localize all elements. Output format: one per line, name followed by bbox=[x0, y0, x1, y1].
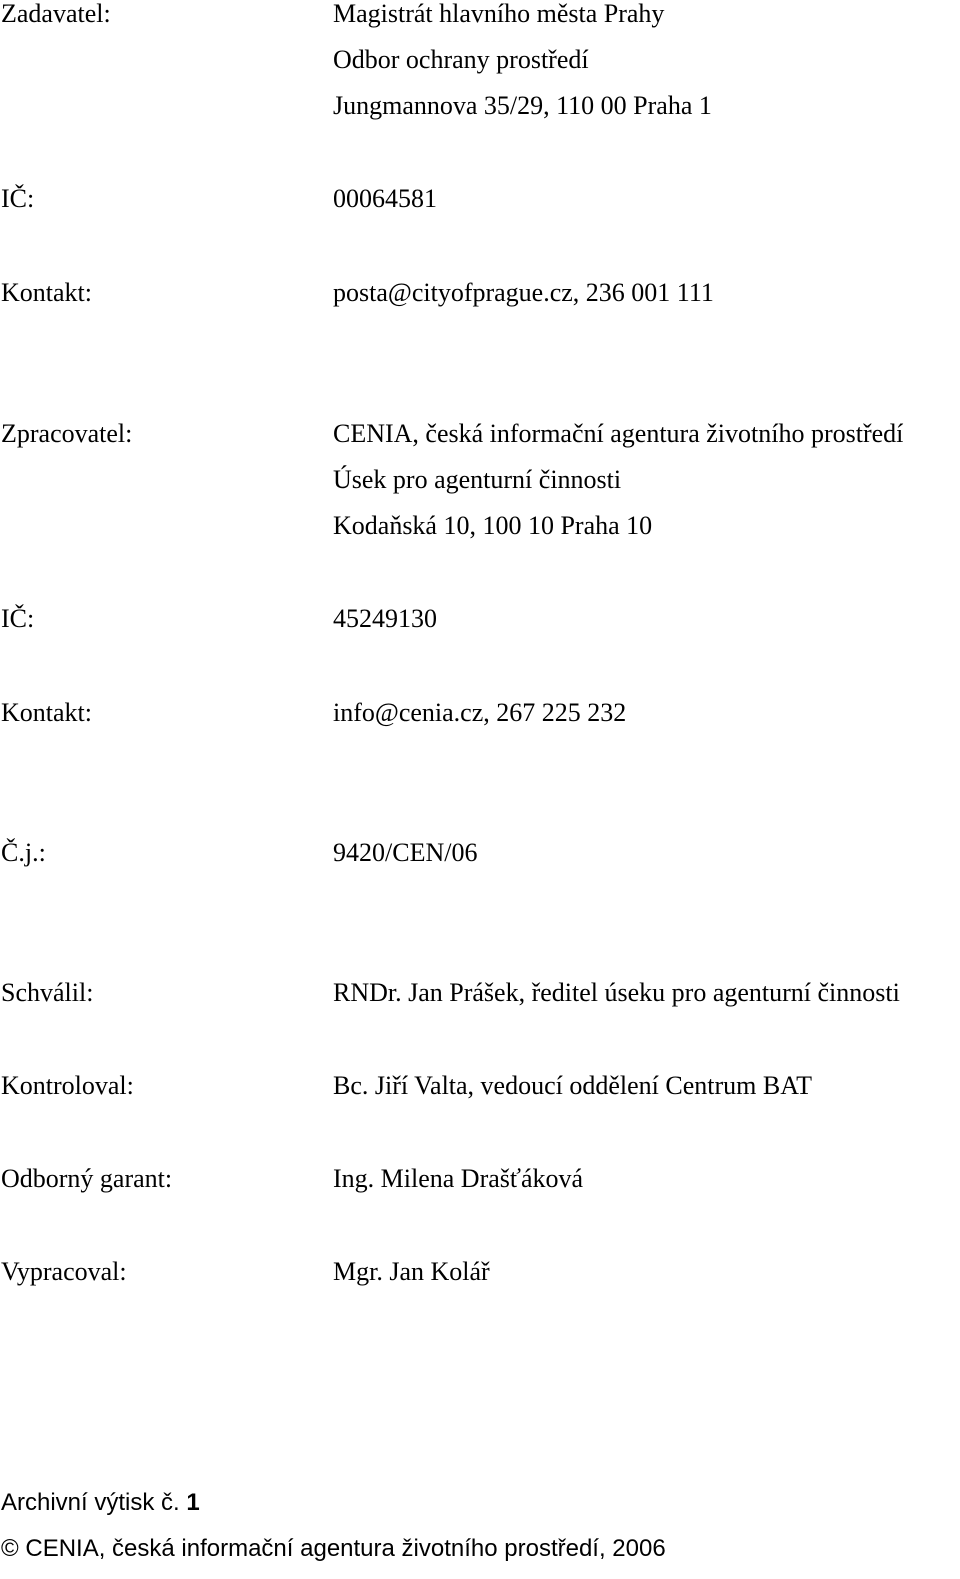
archive-copy bbox=[1, 1491, 200, 1515]
kontroloval-label: Kontroloval: bbox=[1, 1071, 134, 1100]
zadavatel-kontakt-value: posta@cityofprague.cz, 236 001 111 bbox=[333, 278, 714, 307]
schvalil-value: RNDr. Jan Prášek, ředitel úseku pro agenturní činnosti bbox=[333, 978, 900, 1007]
zpracovatel-label: Zpracovatel: bbox=[1, 419, 133, 448]
archive-text: Archivní výtisk č. bbox=[1, 1489, 180, 1516]
odborny-garant-value: Ing. Milena Drašťáková bbox=[333, 1164, 584, 1193]
copyright-line bbox=[1, 1537, 666, 1561]
cj-label: Č.j.: bbox=[1, 838, 46, 867]
zpracovatel-department: Úsek pro agenturní činnosti bbox=[333, 465, 622, 494]
zadavatel-kontakt-label: Kontakt: bbox=[1, 278, 92, 307]
zadavatel-ic-value: 00064581 bbox=[333, 184, 437, 213]
zpracovatel-kontakt-label: Kontakt: bbox=[1, 698, 92, 727]
zadavatel-address: Jungmannova 35/29, 110 00 Praha 1 bbox=[333, 91, 712, 120]
vypracoval-label: Vypracoval: bbox=[1, 1257, 127, 1286]
copyright-text: CENIA, česká informační agentura životního prostředí, 2006 bbox=[25, 1535, 666, 1562]
zpracovatel-ic-label: IČ: bbox=[1, 604, 35, 633]
schvalil-label: Schválil: bbox=[1, 978, 94, 1007]
cj-value: 9420/CEN/06 bbox=[333, 838, 478, 867]
zadavatel-label: Zadavatel: bbox=[1, 0, 111, 28]
zadavatel-ic-label: IČ: bbox=[1, 184, 35, 213]
zadavatel-name: Magistrát hlavního města Prahy bbox=[333, 0, 665, 28]
odborny-garant-label: Odborný garant: bbox=[1, 1164, 173, 1193]
zadavatel-department: Odbor ochrany prostředí bbox=[333, 45, 589, 74]
zpracovatel-address: Kodaňská 10, 100 10 Praha 10 bbox=[333, 511, 653, 540]
archive-number: 1 bbox=[186, 1489, 200, 1516]
zpracovatel-name: CENIA, česká informační agentura životního prostředí bbox=[333, 419, 904, 448]
zpracovatel-kontakt-value: info@cenia.cz, 267 225 232 bbox=[333, 698, 627, 727]
vypracoval-value: Mgr. Jan Kolář bbox=[333, 1257, 490, 1286]
kontroloval-value: Bc. Jiří Valta, vedoucí oddělení Centrum BAT bbox=[333, 1071, 812, 1100]
copyright-icon: © bbox=[1, 1535, 19, 1562]
zpracovatel-ic-value: 45249130 bbox=[333, 604, 437, 633]
